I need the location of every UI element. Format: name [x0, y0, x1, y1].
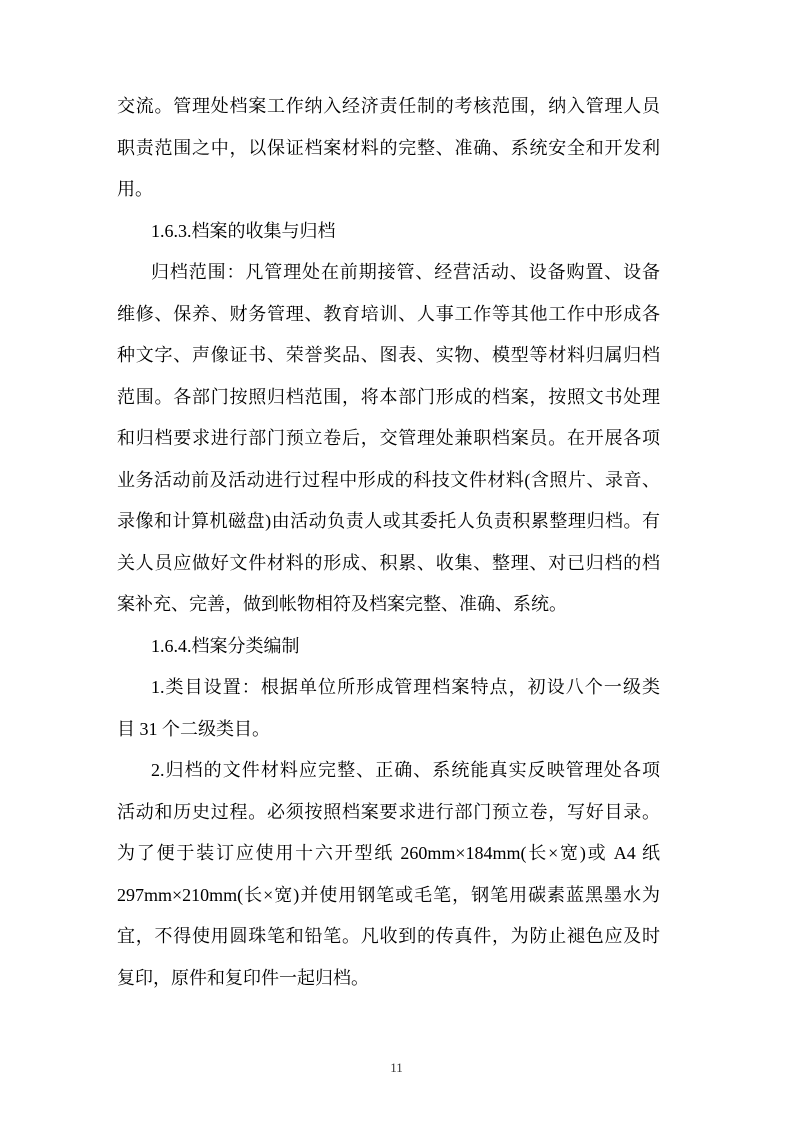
text-line: 目 31 个二级类目。	[117, 718, 270, 739]
text-line: 297mm×210mm(长×宽)并使用钢笔或毛笔，钢笔用碳素蓝黑墨水为	[117, 884, 660, 905]
text-line: 范围。各部门按照归档范围，将本部门形成的档案，按照文书处理	[117, 386, 660, 407]
text-line: 职责范围之中，以保证档案材料的完整、准确、系统安全和开发利	[117, 137, 660, 158]
text-line: 宜，不得使用圆珠笔和铅笔。凡收到的传真件，为防止褪色应及时	[117, 926, 660, 946]
text-line: 用。	[117, 179, 153, 199]
text-line: 种文字、声像证书、荣誉奖品、图表、实物、模型等材料归属归档	[117, 345, 660, 365]
text-line: 案补充、完善，做到帐物相符及档案完整、准确、系统。	[117, 594, 567, 614]
text-line: 交流。管理处档案工作纳入经济责任制的考核范围，纳入管理人员	[117, 96, 660, 116]
text-line: 业务活动前及活动进行过程中形成的科技文件材料(含照片、录音、	[117, 469, 660, 490]
text-line: 和归档要求进行部门预立卷后，交管理处兼职档案员。在开展各项	[117, 428, 660, 448]
text-line: 关人员应做好文件材料的形成、积累、收集、整理、对已归档的档	[117, 552, 660, 573]
section-heading-163: 1.6.3.档案的收集与归档	[151, 220, 336, 241]
text-line: 为了便于装订应使用十六开型纸 260mm×184mm(长×宽)或 A4 纸	[117, 843, 660, 863]
section-heading-164: 1.6.4.档案分类编制	[151, 635, 300, 656]
text-line: 归档范围：凡管理处在前期接管、经营活动、设备购置、设备	[151, 262, 660, 282]
page-number: 11	[390, 1060, 403, 1075]
text-line: 活动和历史过程。必须按照档案要求进行部门预立卷，写好目录。	[117, 801, 660, 822]
document-text	[117, 86, 660, 999]
text-line: 复印，原件和复印件一起归档。	[117, 967, 369, 988]
page-footer	[0, 1059, 793, 1077]
text-line: 2.归档的文件材料应完整、正确、系统能真实反映管理处各项	[151, 760, 660, 780]
text-line: 录像和计算机磁盘)由活动负责人或其委托人负责积累整理归档。有	[117, 511, 660, 531]
text-line: 1.类目设置：根据单位所形成管理档案特点，初设八个一级类	[151, 677, 660, 697]
text-line: 维修、保养、财务管理、教育培训、人事工作等其他工作中形成各	[117, 303, 660, 324]
